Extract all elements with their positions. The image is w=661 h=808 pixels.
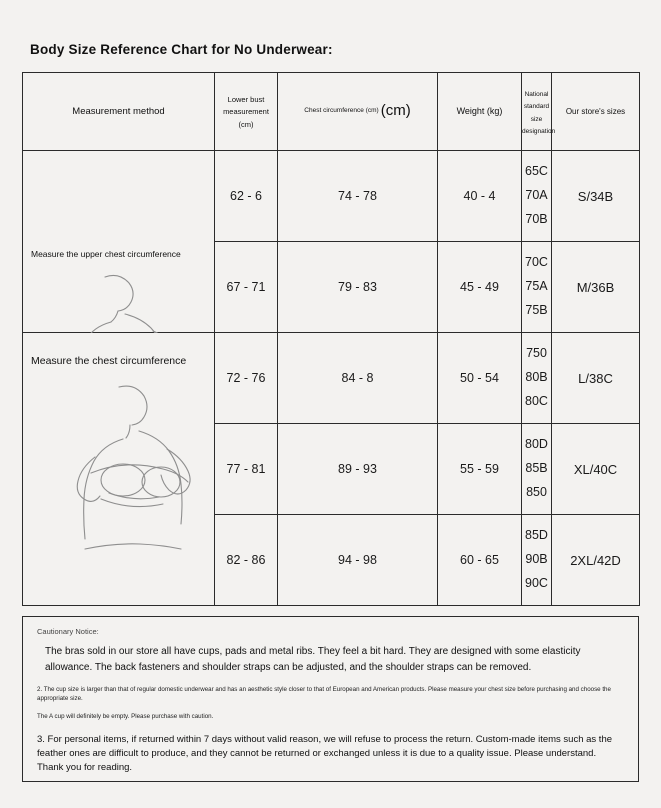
national-size: 85B <box>525 461 548 476</box>
cell-our-size-2: M/36B <box>552 242 640 333</box>
national-size: 90C <box>525 575 548 590</box>
cell-national-3 <box>522 333 552 424</box>
cell-chest-1: 74 - 78 <box>278 151 438 242</box>
cell-chest-2: 79 - 83 <box>278 242 438 333</box>
national-size: 80D <box>525 437 548 452</box>
cell-national-1 <box>522 151 552 242</box>
cell-lower-bust-5: 82 - 86 <box>215 515 278 606</box>
cell-our-size-1: S/34B <box>552 151 640 242</box>
illustration-chest-label: Measure the chest circumference <box>31 355 187 367</box>
table-row <box>23 151 640 242</box>
national-size: 80C <box>525 393 548 408</box>
national-size: 75A <box>525 279 548 294</box>
notice-paragraph-1: The bras sold in our store all have cups, pads and metal ribs. They feel a bit hard. They are designed with some elasticity allowance. The back fasteners and shoulder straps can be adjusted, and the shoulder straps can be removed. <box>45 646 581 673</box>
header-national-standard-label: National standard size designation <box>522 90 556 135</box>
table-header <box>23 73 640 151</box>
national-size: 80B <box>525 370 548 385</box>
header-measurement-method-label: Measurement method <box>72 105 165 117</box>
illustration-chest <box>23 333 215 606</box>
header-chest-circumference-label: Chest circumference (cm) <box>304 107 379 115</box>
header-weight <box>438 73 522 151</box>
cell-weight-2: 45 - 49 <box>438 242 522 333</box>
header-lower-bust <box>215 73 278 151</box>
cell-lower-bust-2: 67 - 71 <box>215 242 278 333</box>
cell-lower-bust-4: 77 - 81 <box>215 424 278 515</box>
size-chart-table-wrapper <box>22 72 639 606</box>
cell-weight-1: 40 - 4 <box>438 151 522 242</box>
header-measurement-method <box>23 73 215 151</box>
cell-our-size-5: 2XL/42D <box>552 515 640 606</box>
cell-lower-bust-3: 72 - 76 <box>215 333 278 424</box>
cell-chest-3: 84 - 8 <box>278 333 438 424</box>
cell-our-size-4: XL/40C <box>552 424 640 515</box>
cell-chest-4: 89 - 93 <box>278 424 438 515</box>
national-size: 75B <box>525 302 548 317</box>
page-title: Body Size Reference Chart for No Underwear: <box>30 42 333 57</box>
national-size: 70C <box>525 255 548 270</box>
table-body <box>23 151 640 606</box>
header-lower-bust-label: Lower bust measurement (cm) <box>223 95 269 129</box>
cell-weight-5: 60 - 65 <box>438 515 522 606</box>
chest-measurement-figure <box>53 381 208 556</box>
cell-national-2 <box>522 242 552 333</box>
national-size: 850 <box>526 484 547 499</box>
national-size: 85D <box>525 528 548 543</box>
illustration-upper-chest-label: Measure the upper chest circumference <box>31 249 181 259</box>
cell-our-size-3: L/38C <box>552 333 640 424</box>
cell-national-4 <box>522 424 552 515</box>
national-size: 70B <box>525 211 548 226</box>
notice-paragraph-3: 3. For personal items, if returned within 7 days without valid reason, we will refuse to process the return. Custom-made items such as the feather ones are difficult to produce, and they cannot be returned or exchanged unless it is due to a quality issue. Please understand. Thank you for reading. <box>37 733 613 774</box>
national-size: 65C <box>525 164 548 179</box>
table-row <box>23 333 640 424</box>
illustration-upper-chest <box>23 151 215 333</box>
cell-chest-5: 94 - 98 <box>278 515 438 606</box>
header-our-sizes-label: Our store's sizes <box>565 107 626 117</box>
size-chart-table <box>22 72 640 606</box>
notice-paragraph-2: 2. The cup size is larger than that of regular domestic underwear and has an aesthetic style closer to that of European and American products. Please measure your chest size before purchasing and choose the appropriate size. <box>37 686 611 703</box>
header-our-sizes <box>552 73 640 151</box>
table-header-row <box>23 73 640 151</box>
notice-heading: Cautionary Notice: <box>37 627 99 636</box>
cell-weight-3: 50 - 54 <box>438 333 522 424</box>
notice-paragraph-2b: The A cup will definitely be empty. Please purchase with caution. <box>37 712 214 720</box>
header-chest-circumference <box>278 73 438 151</box>
national-size: 70A <box>525 188 548 203</box>
header-weight-label: Weight (kg) <box>456 106 503 117</box>
cell-national-5 <box>522 515 552 606</box>
national-size: 750 <box>526 346 547 361</box>
cautionary-notice <box>22 616 639 782</box>
header-national-standard <box>522 73 556 151</box>
national-size: 90B <box>525 552 548 567</box>
cell-lower-bust-1: 62 - 6 <box>215 151 278 242</box>
cell-weight-4: 55 - 59 <box>438 424 522 515</box>
header-chest-circumference-unit: (cm) <box>380 102 411 120</box>
